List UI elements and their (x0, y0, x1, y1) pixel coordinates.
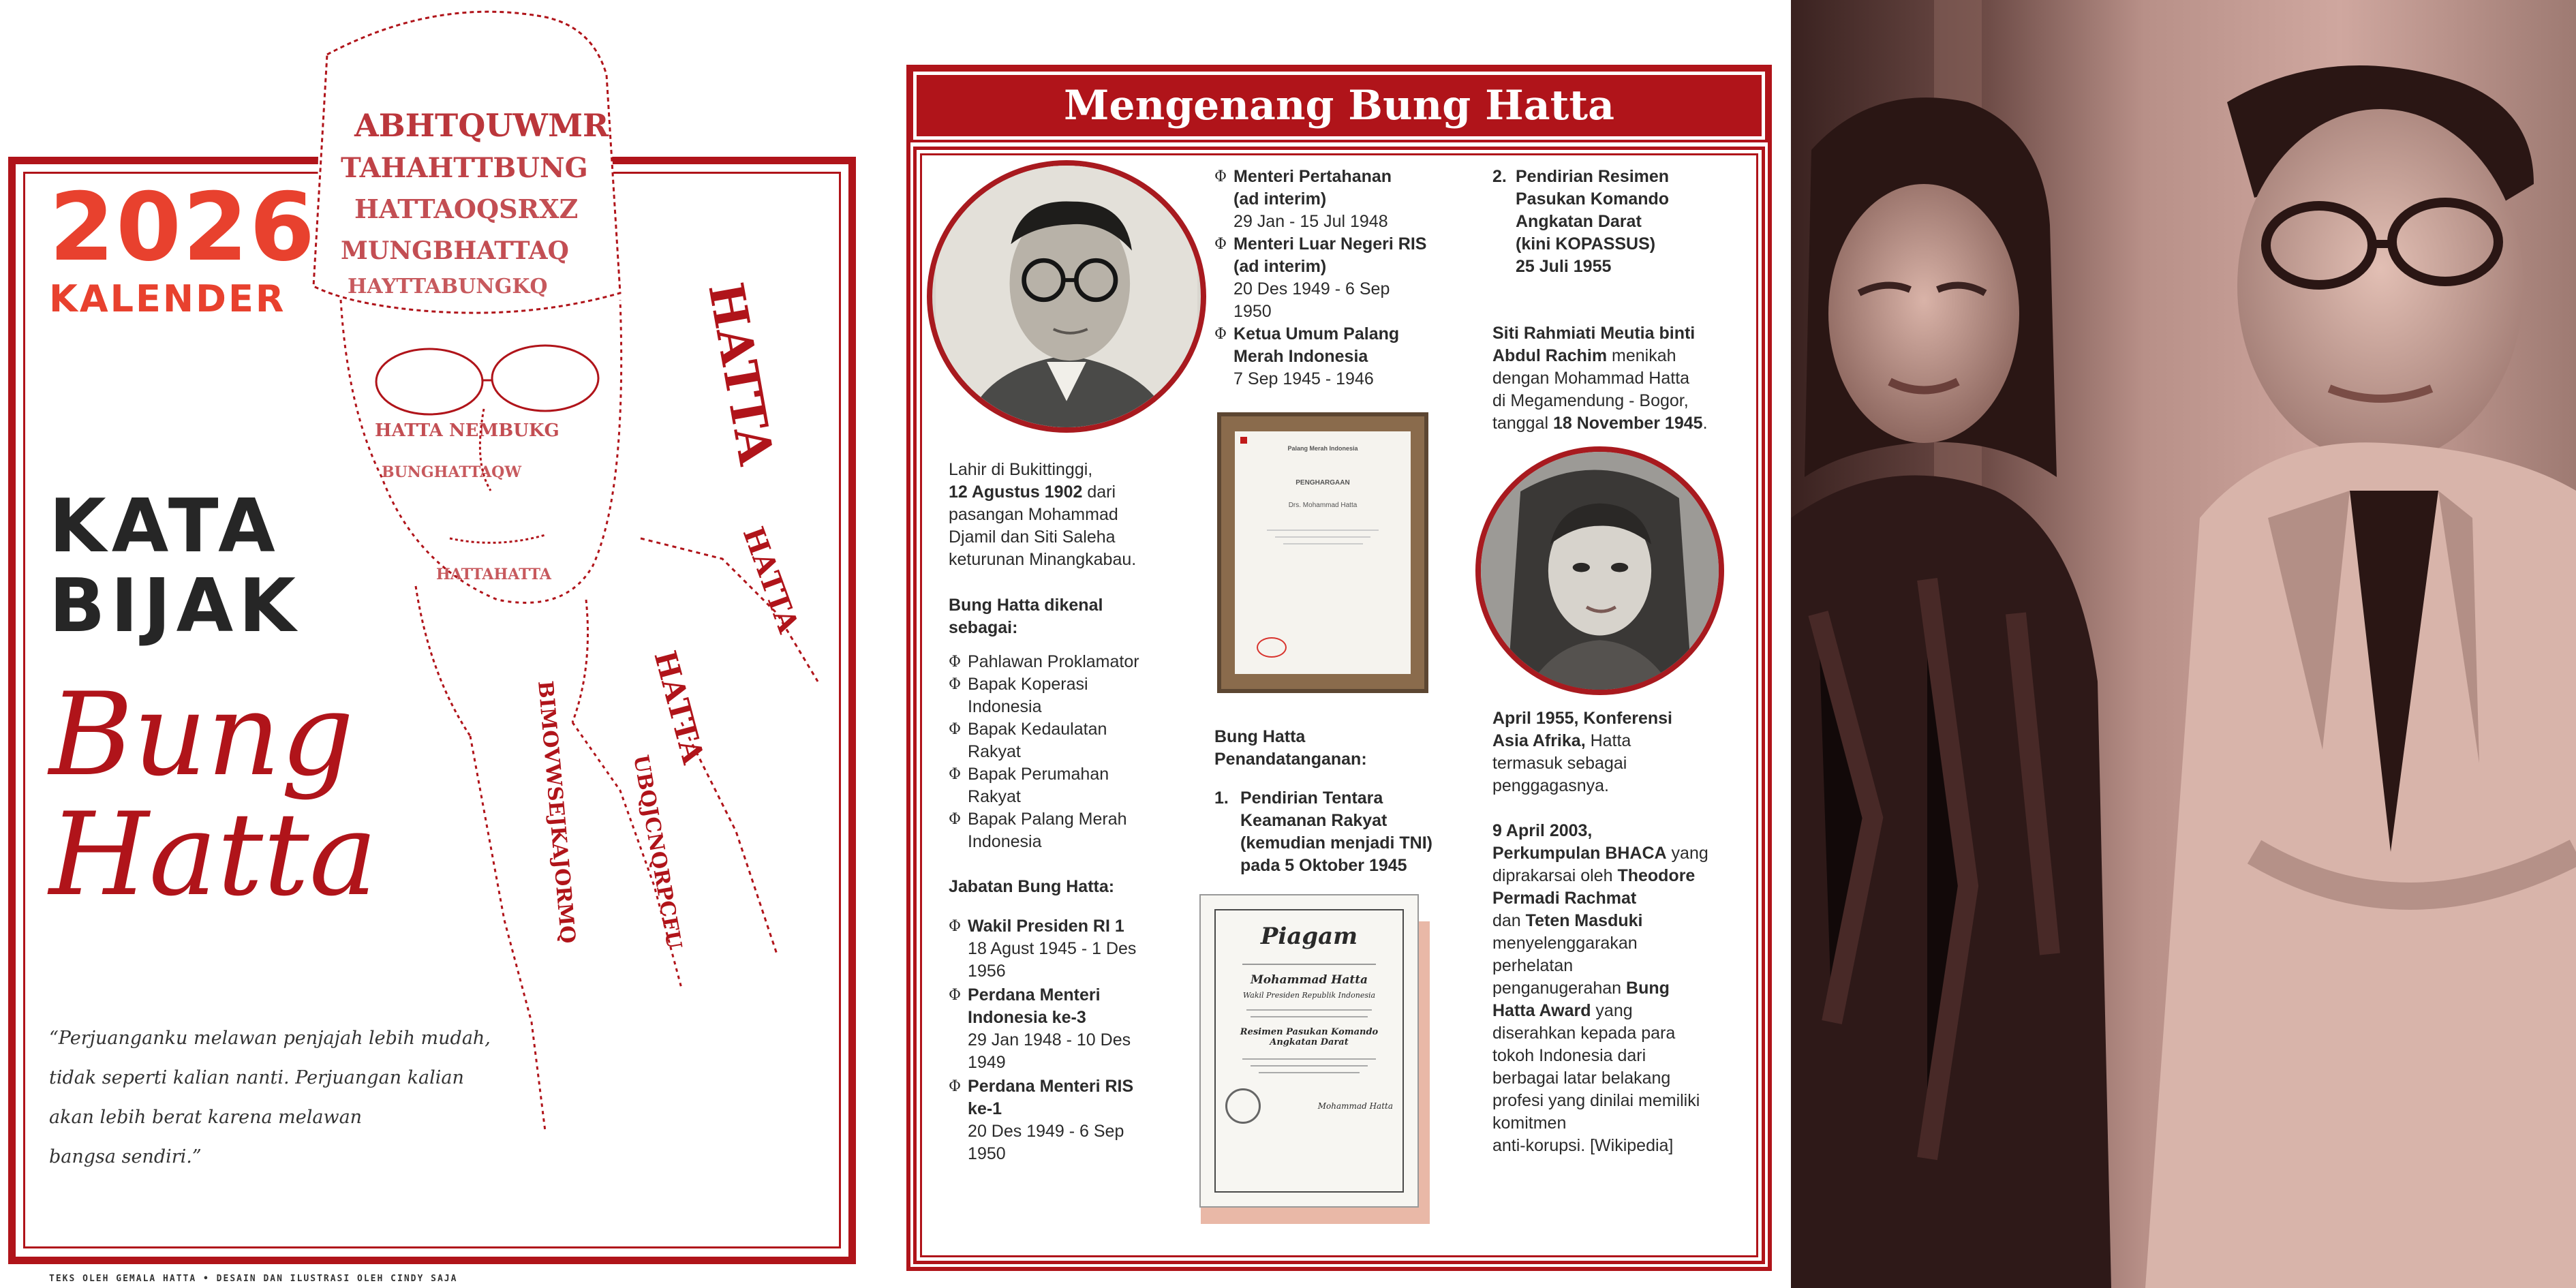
phi-bullet-icon: Φ (949, 811, 962, 828)
phi-bullet-icon: Φ (1214, 168, 1227, 185)
list-item-text: Bapak Palang Merah (968, 810, 1127, 829)
jabatan-title: Indonesia ke-3 (968, 1008, 1086, 1027)
award-line: menyelenggarakan (1492, 934, 1638, 953)
jabatan-date: 1950 (968, 1144, 1006, 1163)
list-item (949, 718, 1180, 763)
list-item (1214, 787, 1473, 877)
cover-year: 2026 (49, 172, 317, 282)
list-item-text: Bapak Kedaulatan (968, 720, 1107, 739)
phi-bullet-icon: Φ (949, 987, 962, 1004)
kaa-text: Hatta (1585, 731, 1631, 750)
jabatan-title: Ketua Umum Palang (1233, 324, 1400, 343)
rahmi-portrait-photo (1475, 446, 1724, 695)
red-cross-icon (1240, 437, 1247, 444)
list-item (1214, 166, 1473, 233)
sepia-photo-illustration (1791, 0, 2576, 1288)
list-item (949, 984, 1180, 1074)
list-item (949, 808, 1180, 853)
list-item-text: pada 5 Oktober 1945 (1240, 856, 1407, 875)
piagam-signature: Mohammad Hatta (1317, 1101, 1393, 1111)
list-item-text: Bapak Perumahan (968, 765, 1109, 784)
phi-bullet-icon: Φ (949, 676, 962, 693)
certificate-heading: PENGHARGAAN (1295, 479, 1350, 487)
kaa-line: April 1955, Konferensi (1492, 709, 1672, 728)
award-bold: Perkumpulan BHACA (1492, 844, 1667, 863)
award-line: profesi yang dinilai memiliki (1492, 1091, 1700, 1110)
penandatangan-heading (1214, 726, 1460, 771)
award-text: yang (1591, 1001, 1633, 1020)
award-line (1492, 910, 1751, 932)
rahmi-line (1492, 345, 1751, 367)
quote-line: bangsa sendiri.” (49, 1146, 202, 1167)
svg-text:BUNGHATTAQW: BUNGHATTAQW (382, 463, 522, 481)
award-line: tokoh Indonesia dari (1492, 1046, 1646, 1065)
svg-text:HATTAOQSRXZ: HATTAOQSRXZ (354, 194, 579, 224)
award-text: penganugerahan (1492, 979, 1627, 998)
award-bold: Teten Masduki (1525, 911, 1643, 930)
list-number: 1. (1214, 788, 1229, 808)
list-item (949, 915, 1180, 983)
jabatan-date: 18 Agust 1945 - 1 Des (968, 939, 1137, 958)
rahmi-line (1492, 412, 1751, 435)
kaa-line: termasuk sebagai (1492, 754, 1627, 773)
quote-line: “Perjuanganku melawan penjajah lebih mudah, (49, 1028, 491, 1049)
award-text: dan (1492, 911, 1526, 930)
jabatan-date: 1956 (968, 962, 1006, 981)
rahmi-line: dengan Mohammad Hatta (1492, 369, 1690, 388)
list-item-text: 25 Juli 1955 (1516, 257, 1612, 276)
certificate-org: Palang Merah Indonesia (1287, 445, 1358, 452)
award-line: anti-korupsi. [Wikipedia] (1492, 1136, 1674, 1155)
svg-text:UBQJCNQRPCFU: UBQJCNQRPCFU (628, 753, 686, 951)
rahmi-text: menikah (1607, 346, 1676, 365)
cover-credit: TEKS OLEH GEMALA HATTA • DESAIN DAN ILUSTRASI OLEH CINDY SAJA (49, 1274, 458, 1284)
piagam-title: Piagam (1260, 923, 1358, 950)
pmi-certificate-frame (1217, 412, 1428, 693)
birth-line: pasangan Mohammad (949, 505, 1118, 524)
award-line (1492, 842, 1751, 865)
list-item-text: Bapak Koperasi (968, 675, 1088, 694)
list-item-text: Rakyat (968, 742, 1021, 761)
award-bold: Bung (1626, 979, 1670, 998)
penandatangan-heading-line: Bung Hatta (1214, 727, 1306, 746)
jabatan-title: (ad interim) (1233, 257, 1327, 276)
jabatan-date: 29 Jan - 15 Jul 1948 (1233, 212, 1388, 231)
list-item-text: Keamanan Rakyat (1240, 811, 1387, 830)
penandatangan-item-1 (1214, 787, 1473, 877)
jabatan-list-2 (1214, 166, 1473, 390)
svg-text:BIMOVWSEJKAJORMQ: BIMOVWSEJKAJORMQ (533, 679, 580, 945)
award-line: berbagai latar belakang (1492, 1069, 1671, 1088)
phi-bullet-icon: Φ (1214, 236, 1227, 253)
cover-bijak: BIJAK (49, 563, 301, 649)
award-paragraph (1492, 820, 1751, 1157)
list-item-text: Indonesia (968, 697, 1042, 716)
award-text: yang (1666, 844, 1708, 863)
rahmi-line: Siti Rahmiati Meutia binti (1492, 324, 1696, 343)
kaa-paragraph (1492, 707, 1738, 797)
certificate-seal-icon (1257, 637, 1287, 658)
list-item (949, 763, 1180, 808)
jabatan-date: 20 Des 1949 - 6 Sep (968, 1122, 1124, 1141)
rahmi-paragraph (1492, 322, 1751, 435)
svg-text:MUNGBHATTAQ: MUNGBHATTAQ (341, 236, 569, 265)
svg-text:HAYTTABUNGKQ: HAYTTABUNGKQ (348, 275, 548, 298)
rahmi-date: 18 November 1945 (1552, 414, 1703, 433)
jabatan-title: (ad interim) (1233, 189, 1327, 209)
award-text: diprakarsai oleh (1492, 866, 1618, 885)
jabatan-title: Perdana Menteri RIS (968, 1077, 1134, 1096)
svg-text:HATTA NEMBUKG: HATTA NEMBUKG (375, 420, 559, 441)
award-bold: Hatta Award (1492, 1001, 1591, 1020)
piagam-seal-icon (1225, 1088, 1261, 1124)
kaa-bold: Asia Afrika, (1492, 731, 1586, 750)
phi-bullet-icon: Φ (1214, 326, 1227, 343)
list-item (1492, 166, 1738, 278)
cover-bung-hatta (49, 668, 378, 922)
list-item-text: Pendirian Tentara (1240, 788, 1383, 808)
piagam-sub: Wakil Presiden Republik Indonesia (1242, 991, 1376, 1000)
kaa-line: penggagasnya. (1492, 776, 1609, 795)
rahmi-text: tanggal (1492, 414, 1553, 433)
hatta-portrait-photo (927, 160, 1206, 433)
birth-line: Djamil dan Siti Saleha (949, 527, 1116, 547)
list-item (949, 651, 1180, 673)
jabatan-date: 7 Sep 1945 - 1946 (1233, 369, 1374, 388)
jabatan-title: Merah Indonesia (1233, 347, 1368, 366)
jabatan-title: Perdana Menteri (968, 985, 1101, 1005)
birth-line: keturunan Minangkabau. (949, 550, 1137, 569)
phi-bullet-icon: Φ (949, 1078, 962, 1095)
list-item-text: Pendirian Resimen (1516, 167, 1670, 186)
penandatangan-heading-line: Penandatanganan: (1214, 750, 1367, 769)
dikenal-heading (949, 594, 1174, 639)
jabatan-date: 29 Jan 1948 - 10 Des (968, 1030, 1131, 1049)
penandatangan-item-2 (1492, 166, 1738, 278)
phi-bullet-icon: Φ (949, 721, 962, 738)
list-item-text: (kini KOPASSUS) (1516, 234, 1656, 254)
piagam-name: Mohammad Hatta (1250, 973, 1368, 987)
list-item (949, 1075, 1180, 1165)
phi-bullet-icon: Φ (949, 766, 962, 783)
rahmi-line: di Megamendung - Bogor, (1492, 391, 1689, 410)
award-line: perhelatan (1492, 956, 1574, 975)
middle-title-bar (913, 72, 1765, 140)
piagam-unit: Resimen Pasukan Komando Angkatan Darat (1240, 1027, 1379, 1047)
award-line: 9 April 2003, (1492, 821, 1593, 840)
birth-paragraph (949, 459, 1174, 571)
svg-text:HATTA: HATTA (647, 647, 711, 768)
svg-text:HATTA: HATTA (697, 278, 785, 469)
award-line (1492, 865, 1751, 887)
list-item (1214, 233, 1473, 323)
phi-bullet-icon: Φ (949, 654, 962, 671)
jabatan-title: Menteri Pertahanan (1233, 167, 1392, 186)
pmi-certificate-paper (1235, 431, 1411, 674)
cover-quote (49, 1019, 540, 1177)
cover-kalender-label: KALENDER (49, 277, 286, 320)
quote-line: akan lebih berat karena melawan (49, 1107, 363, 1128)
list-item-text: Indonesia (968, 832, 1042, 851)
birth-date: 12 Agustus 1902 (949, 482, 1083, 502)
rahmi-name: Abdul Rachim (1492, 346, 1608, 365)
jabatan-title: Menteri Luar Negeri RIS (1233, 234, 1427, 254)
cover-kata: KATA (49, 484, 281, 569)
jabatan-date: 1950 (1233, 302, 1272, 321)
jabatan-title: Wakil Presiden RI 1 (968, 917, 1124, 936)
jabatan-date: 1949 (968, 1053, 1006, 1072)
art-letters-1: ABHTQUWMR (354, 107, 609, 144)
jabatan-title: ke-1 (968, 1099, 1002, 1118)
svg-text:HATTA: HATTA (736, 522, 806, 637)
award-line: komitmen (1492, 1114, 1567, 1133)
list-item-text: Pasukan Komando (1516, 189, 1670, 209)
birth-line (949, 481, 1174, 504)
kaa-line (1492, 730, 1738, 752)
award-line (1492, 1000, 1751, 1022)
jabatan-heading: Jabatan Bung Hatta: (949, 877, 1115, 896)
cover-hatta: Hatta (49, 788, 378, 922)
list-item (1214, 323, 1473, 390)
award-bold: Theodore (1617, 866, 1696, 885)
list-item-text: Angkatan Darat (1516, 212, 1642, 231)
list-item-text: Rakyat (968, 787, 1021, 806)
rahmi-text: . (1702, 414, 1708, 433)
list-item (949, 673, 1180, 718)
piagam-certificate (1199, 894, 1419, 1208)
middle-title: Mengenang Bung Hatta (1064, 82, 1614, 129)
cover-kata-bijak (49, 484, 301, 649)
dikenal-heading-line: Bung Hatta dikenal (949, 596, 1103, 615)
birth-text: dari (1082, 482, 1116, 502)
certificate-name: Drs. Mohammad Hatta (1288, 502, 1358, 509)
jabatan-list (949, 915, 1180, 1165)
dikenal-list (949, 651, 1180, 853)
svg-text:TAHAHTTBUNG: TAHAHTTBUNG (341, 152, 588, 184)
list-number: 2. (1492, 167, 1507, 186)
award-line: diserahkan kepada para (1492, 1024, 1676, 1043)
quote-line: tidak seperti kalian nanti. Perjuangan kalian (49, 1067, 464, 1088)
award-line (1492, 977, 1751, 1000)
cover-bung: Bung (49, 668, 354, 801)
jabatan-date: 20 Des 1949 - 6 Sep (1233, 279, 1390, 298)
sepia-couple-photo (1791, 0, 2576, 1288)
award-line: Permadi Rachmat (1492, 889, 1637, 908)
list-item-text: Pahlawan Proklamator (968, 652, 1139, 671)
list-item-text: (kemudian menjadi TNI) (1240, 833, 1432, 853)
dikenal-heading-line: sebagai: (949, 618, 1018, 637)
phi-bullet-icon: Φ (949, 918, 962, 935)
svg-text:HATTAHATTA: HATTAHATTA (436, 566, 551, 583)
birth-line: Lahir di Bukittinggi, (949, 460, 1093, 479)
piagam-inner (1214, 909, 1404, 1193)
